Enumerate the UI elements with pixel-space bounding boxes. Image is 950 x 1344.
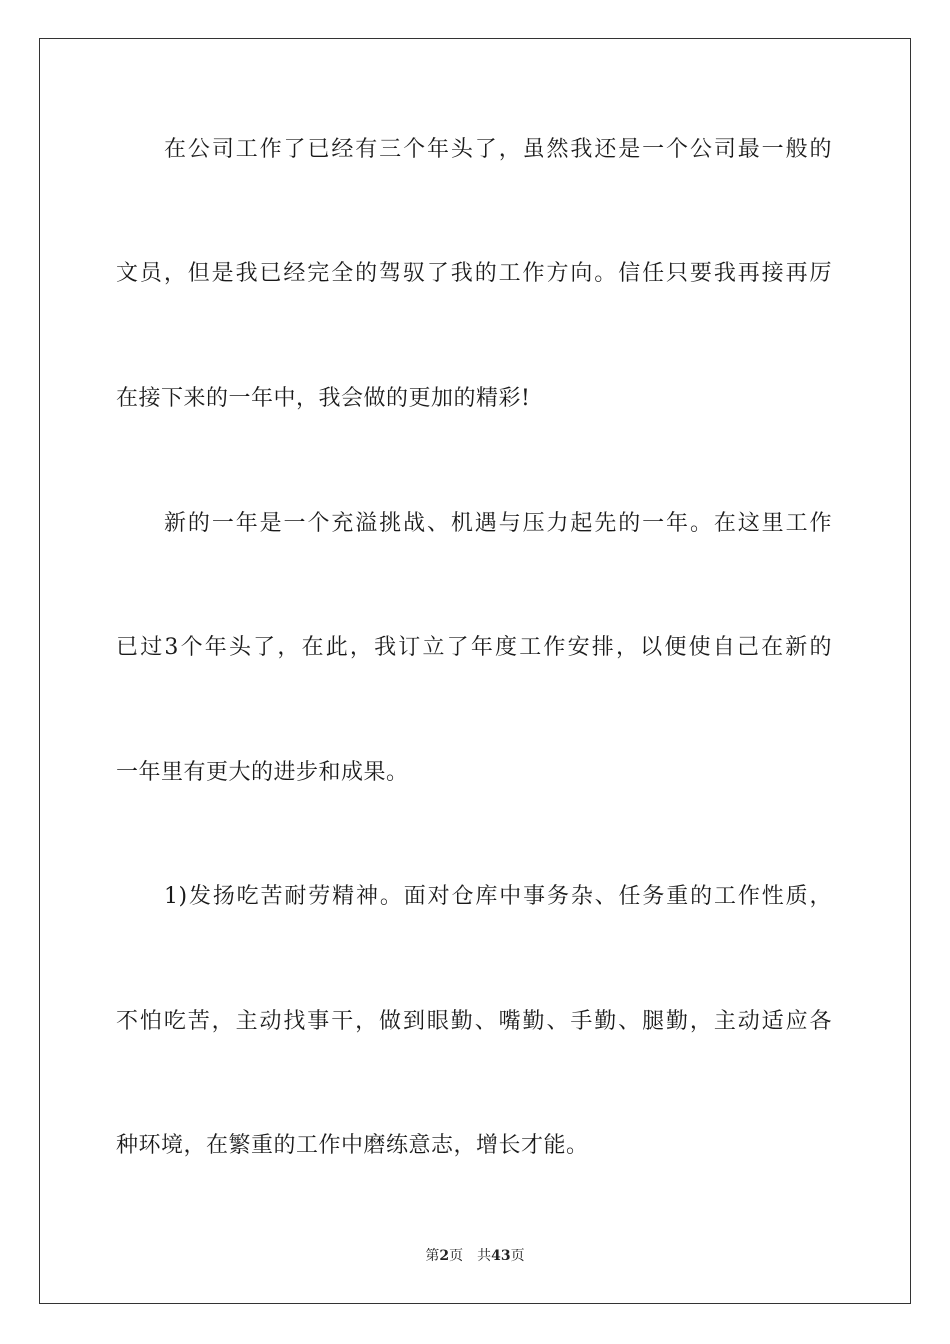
- page-prefix: 第: [425, 1248, 440, 1264]
- page-number: 2: [439, 1248, 450, 1264]
- paragraph-1-line-1: 在公司工作了已经有三个年头了，虽然我还是一个公司最一般的: [164, 137, 832, 162]
- total-pages: 43: [491, 1248, 511, 1264]
- paragraph-2-line-1: 新的一年是一个充溢挑战、机遇与压力起先的一年。在这里工作: [164, 511, 832, 536]
- paragraph-3-line-1: 1)发扬吃苦耐劳精神。面对仓库中事务杂、任务重的工作性质，: [164, 884, 832, 909]
- total-suffix: 页: [510, 1248, 525, 1264]
- paragraph-1-line-3: 在接下来的一年中，我会做的更加的精彩!: [116, 386, 531, 411]
- paragraph-2-line-3: 一年里有更大的进步和成果。: [116, 760, 409, 785]
- paragraph-3-line-3: 种环境，在繁重的工作中磨练意志，增长才能。: [116, 1133, 589, 1158]
- total-prefix: 共: [477, 1248, 492, 1264]
- page-border: [39, 38, 911, 1304]
- paragraph-3-line-2: 不怕吃苦，主动找事干，做到眼勤、嘴勤、手勤、腿勤，主动适应各: [116, 1009, 832, 1034]
- page-suffix: 页: [449, 1248, 464, 1264]
- paragraph-1-line-2: 文员，但是我已经完全的驾驭了我的工作方向。信任只要我再接再厉: [116, 261, 832, 286]
- page-footer: [0, 1246, 950, 1266]
- paragraph-2-line-2: 已过3个年头了，在此，我订立了年度工作安排，以便使自己在新的: [116, 635, 832, 660]
